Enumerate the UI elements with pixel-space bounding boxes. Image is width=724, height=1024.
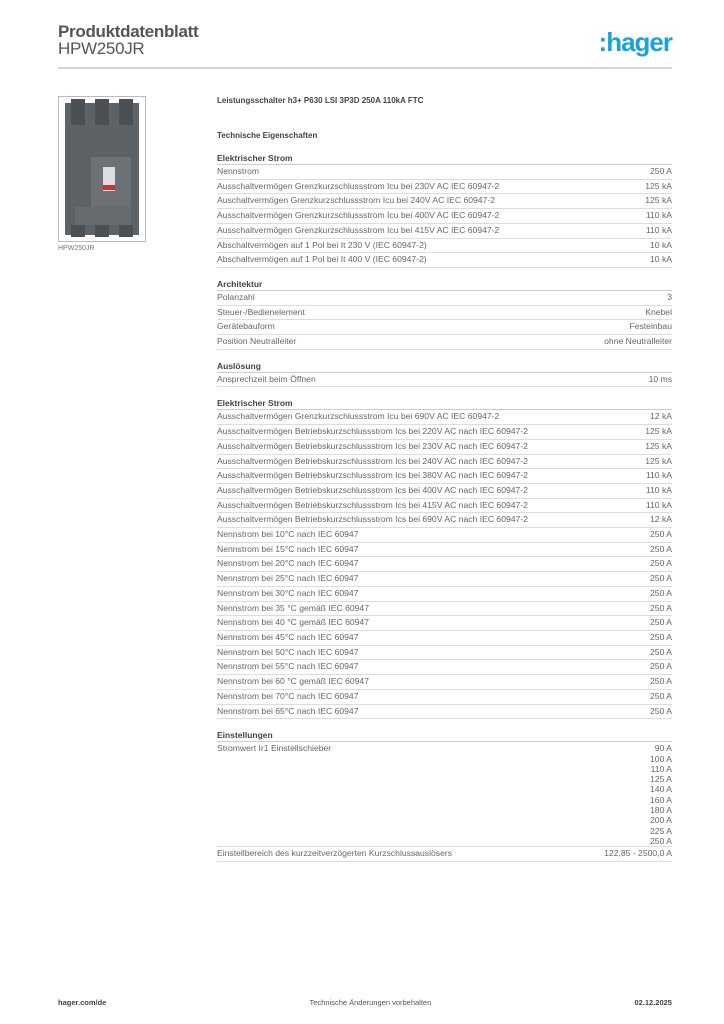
spec-value-item: 125 A — [650, 774, 672, 785]
spec-row — [217, 528, 672, 543]
spec-row — [217, 690, 672, 705]
spec-row — [217, 306, 672, 321]
spec-row — [217, 194, 672, 209]
spec-value: 10 ms — [648, 373, 672, 384]
spec-value: 250 A — [650, 529, 672, 540]
spec-label: Ausschaltvermögen Betriebskurzschlussstrom Ics bei 240V AC nach IEC 60947-2 — [217, 455, 528, 466]
spec-label: Abschaltvermögen auf 1 Pol bei It 230 V (IEC 60947-2) — [217, 239, 427, 250]
spec-value-item: 110 A — [650, 763, 672, 774]
spec-label: Nennstrom bei 45°C nach IEC 60947 — [217, 631, 359, 642]
spec-label: Ausschaltvermögen Grenzkurzschlussstrom Icu bei 400V AC IEC 60947-2 — [217, 210, 500, 221]
spec-label: Nennstrom bei 40 °C gemäß IEC 60947 — [217, 617, 369, 628]
spec-label: Nennstrom bei 15°C nach IEC 60947 — [217, 543, 359, 554]
spec-value: 122,85 - 2500,0 A — [604, 848, 672, 859]
spec-value: 110 kA — [645, 484, 672, 495]
spec-label: Nennstrom bei 65°C nach IEC 60947 — [217, 705, 359, 716]
spec-value: 125 kA — [645, 426, 672, 437]
spec-row — [217, 253, 672, 268]
spec-label: Nennstrom bei 70°C nach IEC 60947 — [217, 690, 359, 701]
spec-label: Ausschaltvermögen Grenzkurzschlussstrom Icu bei 230V AC IEC 60947-2 — [217, 180, 500, 191]
hager-logo: :hager — [598, 27, 672, 57]
spec-value: 250 A — [650, 646, 672, 657]
spec-sections — [217, 153, 672, 862]
technical-properties-heading: Technische Eigenschaften — [217, 131, 318, 140]
spec-label: Nennstrom bei 55°C nach IEC 60947 — [217, 661, 359, 672]
spec-row — [217, 320, 672, 335]
spec-value: 110 kA — [645, 224, 672, 235]
spec-row — [217, 373, 672, 388]
footer-date: 02.12.2025 — [634, 998, 672, 1007]
spec-row — [217, 455, 672, 470]
spec-row — [217, 675, 672, 690]
spec-value-item: 90 A — [654, 743, 672, 754]
spec-value-item: 250 A — [650, 835, 672, 846]
spec-label: Ausschaltvermögen Betriebskurzschlussstrom Ics bei 400V AC nach IEC 60947-2 — [217, 484, 528, 495]
footer — [58, 998, 672, 1007]
spec-label: Nennstrom bei 10°C nach IEC 60947 — [217, 529, 359, 540]
spec-row — [217, 742, 672, 847]
spec-label: Ausschaltvermögen Betriebskurzschlussstrom Ics bei 690V AC nach IEC 60947-2 — [217, 514, 528, 525]
spec-label: Ausschaltvermögen Betriebskurzschlussstrom Ics bei 220V AC nach IEC 60947-2 — [217, 426, 528, 437]
spec-label: Nennstrom bei 50°C nach IEC 60947 — [217, 646, 359, 657]
spec-value: 3 — [667, 291, 672, 302]
spec-value: 250 A — [650, 631, 672, 642]
spec-label: Auschaltvermögen Grenzkurzschlussstrom Icu bei 240V AC IEC 60947-2 — [217, 195, 495, 206]
spec-content — [217, 96, 672, 862]
spec-label: Steuer-/Bedienelement — [217, 306, 305, 317]
spec-row — [217, 410, 672, 425]
spec-row — [217, 291, 672, 306]
spec-row — [217, 660, 672, 675]
spec-row — [217, 469, 672, 484]
spec-row — [217, 587, 672, 602]
spec-row — [217, 335, 672, 350]
spec-row — [217, 543, 672, 558]
section-heading: Architektur — [217, 279, 672, 291]
spec-row — [217, 425, 672, 440]
spec-label: Nennstrom bei 60 °C gemäß IEC 60947 — [217, 676, 369, 687]
spec-value: 250 A — [650, 676, 672, 687]
spec-row — [217, 209, 672, 224]
spec-label: Position Neutralleiter — [217, 336, 297, 347]
spec-row — [217, 631, 672, 646]
spec-row — [217, 847, 672, 862]
spec-value: 110 kA — [645, 210, 672, 221]
product-image — [58, 96, 146, 242]
spec-value: 250 A — [650, 587, 672, 598]
spec-label: Nennstrom bei 25°C nach IEC 60947 — [217, 573, 359, 584]
spec-label: Ausschaltvermögen Betriebskurzschlussstrom Ics bei 380V AC nach IEC 60947-2 — [217, 470, 528, 481]
spec-label: Nennstrom bei 20°C nach IEC 60947 — [217, 558, 359, 569]
spec-value-item: 140 A — [650, 784, 672, 795]
spec-value-item: 225 A — [650, 825, 672, 836]
spec-value: 125 kA — [645, 180, 672, 191]
spec-label: Polanzahl — [217, 291, 255, 302]
spec-label: Gerätebauform — [217, 321, 275, 332]
spec-row — [217, 165, 672, 180]
spec-label: Abschaltvermögen auf 1 Pol bei It 400 V (IEC 60947-2) — [217, 254, 427, 265]
spec-label: Nennstrom — [217, 166, 260, 176]
product-code: HPW250JR — [58, 39, 145, 58]
spec-value: 12 kA — [650, 411, 672, 422]
spec-label: Einstellbereich des kurzzeitverzögerten Kurzschlussauslösers — [217, 848, 453, 859]
spec-value: 12 kA — [650, 514, 672, 525]
spec-row — [217, 616, 672, 631]
spec-value-item: 160 A — [650, 794, 672, 805]
spec-row — [217, 224, 672, 239]
footer-disclaimer: Technische Änderungen vorbehalten — [309, 998, 432, 1007]
spec-value: 250 A — [650, 573, 672, 584]
spec-value: Festeinbau — [629, 321, 672, 332]
footer-website-link[interactable]: hager.com/de — [58, 998, 107, 1007]
spec-value: ohne Neutralleiter — [604, 336, 672, 347]
spec-row — [217, 602, 672, 617]
spec-label: Ausschaltvermögen Betriebskurzschlussstrom Ics bei 415V AC nach IEC 60947-2 — [217, 499, 528, 510]
product-name: Leistungsschalter h3+ P630 LSI 3P3D 250A 110kA FTC — [217, 96, 424, 105]
section-heading: Auslösung — [217, 361, 672, 373]
spec-value: 110 kA — [645, 499, 672, 510]
spec-value-item: 200 A — [650, 815, 672, 826]
spec-label: Ausschaltvermögen Betriebskurzschlussstrom Ics bei 230V AC nach IEC 60947-2 — [217, 440, 528, 451]
spec-value: 125 kA — [645, 455, 672, 466]
spec-row — [217, 180, 672, 195]
spec-value: 250 A — [650, 690, 672, 701]
spec-value: 250 A — [650, 602, 672, 613]
spec-label: Ansprechzeit beim Öffnen — [217, 373, 316, 384]
spec-value — [650, 743, 672, 846]
spec-row — [217, 557, 672, 572]
spec-value: 125 kA — [645, 195, 672, 206]
spec-value-item: 180 A — [650, 804, 672, 815]
spec-value: Knebel — [645, 306, 672, 317]
spec-label: Nennstrom bei 30°C nach IEC 60947 — [217, 587, 359, 598]
spec-value: 250 A — [650, 558, 672, 569]
spec-value: 110 kA — [645, 470, 672, 481]
spec-label: Stromwert Ir1 Einstellschieber — [217, 743, 332, 754]
image-caption: HPW250JR — [58, 245, 95, 252]
spec-value: 250 A — [650, 705, 672, 716]
header-divider — [58, 67, 672, 69]
spec-row — [217, 239, 672, 254]
spec-value-item: 100 A — [650, 753, 672, 764]
page-title: Produktdatenblatt — [58, 22, 199, 41]
spec-row — [217, 499, 672, 514]
spec-row — [217, 572, 672, 587]
section-heading: Elektrischer Strom — [217, 153, 672, 165]
section-heading: Elektrischer Strom — [217, 398, 672, 410]
circuit-breaker-icon — [59, 97, 145, 241]
spec-value: 250 A — [650, 166, 672, 176]
spec-value: 250 A — [650, 617, 672, 628]
spec-row — [217, 440, 672, 455]
spec-row — [217, 484, 672, 499]
spec-value: 10 kA — [650, 254, 672, 265]
spec-value: 10 kA — [650, 239, 672, 250]
spec-value: 125 kA — [645, 440, 672, 451]
spec-value: 250 A — [650, 543, 672, 554]
spec-row — [217, 513, 672, 528]
spec-label: Ausschaltvermögen Grenzkurzschlussstrom Icu bei 415V AC IEC 60947-2 — [217, 224, 500, 235]
spec-label: Ausschaltvermögen Grenzkurzschlussstrom Icu bei 690V AC IEC 60947-2 — [217, 411, 500, 422]
section-heading: Einstellungen — [217, 730, 672, 742]
spec-row — [217, 646, 672, 661]
spec-value: 250 A — [650, 661, 672, 672]
spec-row — [217, 705, 672, 720]
spec-label: Nennstrom bei 35 °C gemäß IEC 60947 — [217, 602, 369, 613]
